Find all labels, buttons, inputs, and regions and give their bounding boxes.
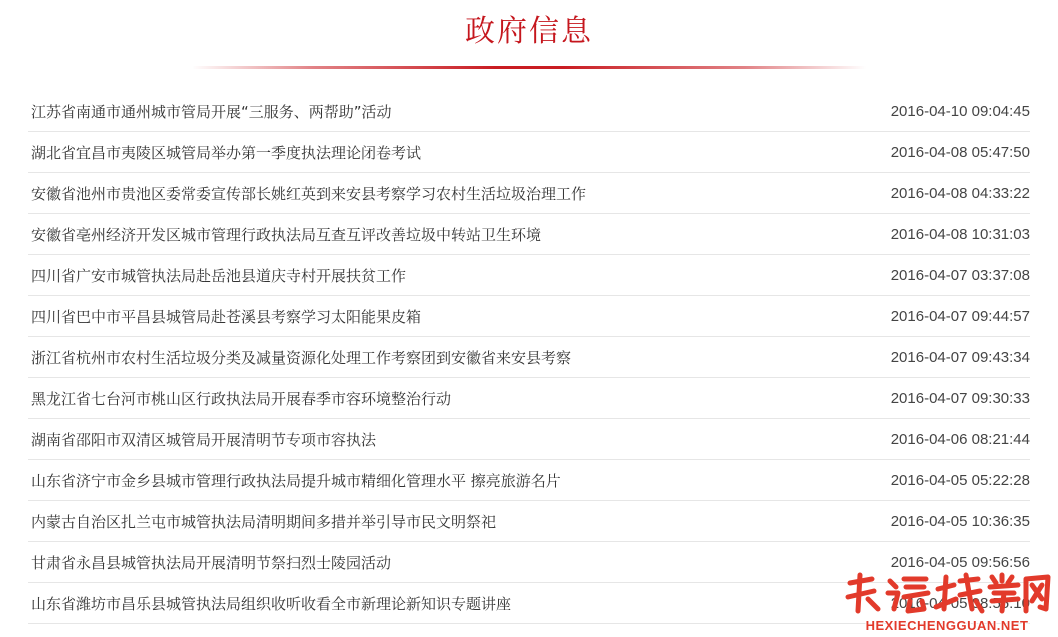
- news-title-link[interactable]: 江苏省南通市通州城市管局开展“三服务、两帮助”活动: [31, 102, 392, 121]
- news-list: [28, 91, 1030, 624]
- news-title-link[interactable]: 湖南省邵阳市双清区城管局开展清明节专项市容执法: [31, 430, 377, 449]
- news-date: 2016-04-07 09:44:57: [890, 307, 1030, 325]
- news-list-item[interactable]: [28, 460, 1030, 501]
- news-date: 2016-04-05 05:22:28: [890, 471, 1030, 489]
- news-list-item[interactable]: [28, 255, 1030, 296]
- news-title-link[interactable]: 甘肃省永昌县城管执法局开展清明节祭扫烈士陵园活动: [31, 553, 392, 572]
- news-title-link[interactable]: 湖北省宜昌市夷陵区城管局举办第一季度执法理论闭卷考试: [31, 143, 422, 162]
- news-date: 2016-04-05 09:56:56: [890, 553, 1030, 571]
- news-date: 2016-04-05 08:55:10: [890, 594, 1030, 612]
- news-date: 2016-04-10 09:04:45: [890, 102, 1030, 120]
- news-list-item[interactable]: [28, 542, 1030, 583]
- news-date: 2016-04-07 03:37:08: [890, 266, 1030, 284]
- news-list-item[interactable]: [28, 132, 1030, 173]
- news-title-link[interactable]: 四川省巴中市平昌县城管局赴苍溪县考察学习太阳能果皮箱: [31, 307, 422, 326]
- news-list-item[interactable]: [28, 173, 1030, 214]
- news-list-item[interactable]: [28, 296, 1030, 337]
- news-title-link[interactable]: 安徽省池州市贵池区委常委宣传部长姚红英到来安县考察学习农村生活垃圾治理工作: [31, 184, 587, 203]
- news-date: 2016-04-06 08:21:44: [890, 430, 1030, 448]
- news-title-link[interactable]: 内蒙古自治区扎兰屯市城管执法局清明期间多措并举引导市民文明祭祀: [31, 512, 497, 531]
- news-list-item[interactable]: [28, 378, 1030, 419]
- news-date: 2016-04-08 04:33:22: [890, 184, 1030, 202]
- news-list-item[interactable]: [28, 91, 1030, 132]
- news-date: 2016-04-05 10:36:35: [890, 512, 1030, 530]
- page-title: 政府信息: [465, 14, 593, 49]
- news-date: 2016-04-07 09:43:34: [890, 348, 1030, 366]
- news-title-link[interactable]: 山东省济宁市金乡县城市管理行政执法局提升城市精细化管理水平 擦亮旅游名片: [31, 471, 561, 490]
- news-list-item[interactable]: [28, 337, 1030, 378]
- title-divider: [192, 66, 866, 69]
- news-list-item[interactable]: [28, 214, 1030, 255]
- news-title-link[interactable]: 山东省潍坊市昌乐县城管执法局组织收听收看全市新理论新知识专题讲座: [31, 594, 512, 613]
- news-list-item[interactable]: [28, 501, 1030, 542]
- news-list-item[interactable]: [28, 419, 1030, 460]
- news-date: 2016-04-08 05:47:50: [890, 143, 1030, 161]
- news-title-link[interactable]: 安徽省亳州经济开发区城市管理行政执法局互查互评改善垃圾中转站卫生环境: [31, 225, 542, 244]
- news-title-link[interactable]: 四川省广安市城管执法局赴岳池县道庆寺村开展扶贫工作: [31, 266, 407, 285]
- news-title-link[interactable]: 浙江省杭州市农村生活垃圾分类及减量资源化处理工作考察团到安徽省来安县考察: [31, 348, 572, 367]
- news-title-link[interactable]: 黑龙江省七台河市桃山区行政执法局开展春季市容环境整治行动: [31, 389, 452, 408]
- news-list-item[interactable]: [28, 583, 1030, 624]
- news-date: 2016-04-07 09:30:33: [890, 389, 1030, 407]
- news-date: 2016-04-08 10:31:03: [890, 225, 1030, 243]
- watermark-domain: HEXIECHENGGUAN.NET: [865, 618, 1029, 633]
